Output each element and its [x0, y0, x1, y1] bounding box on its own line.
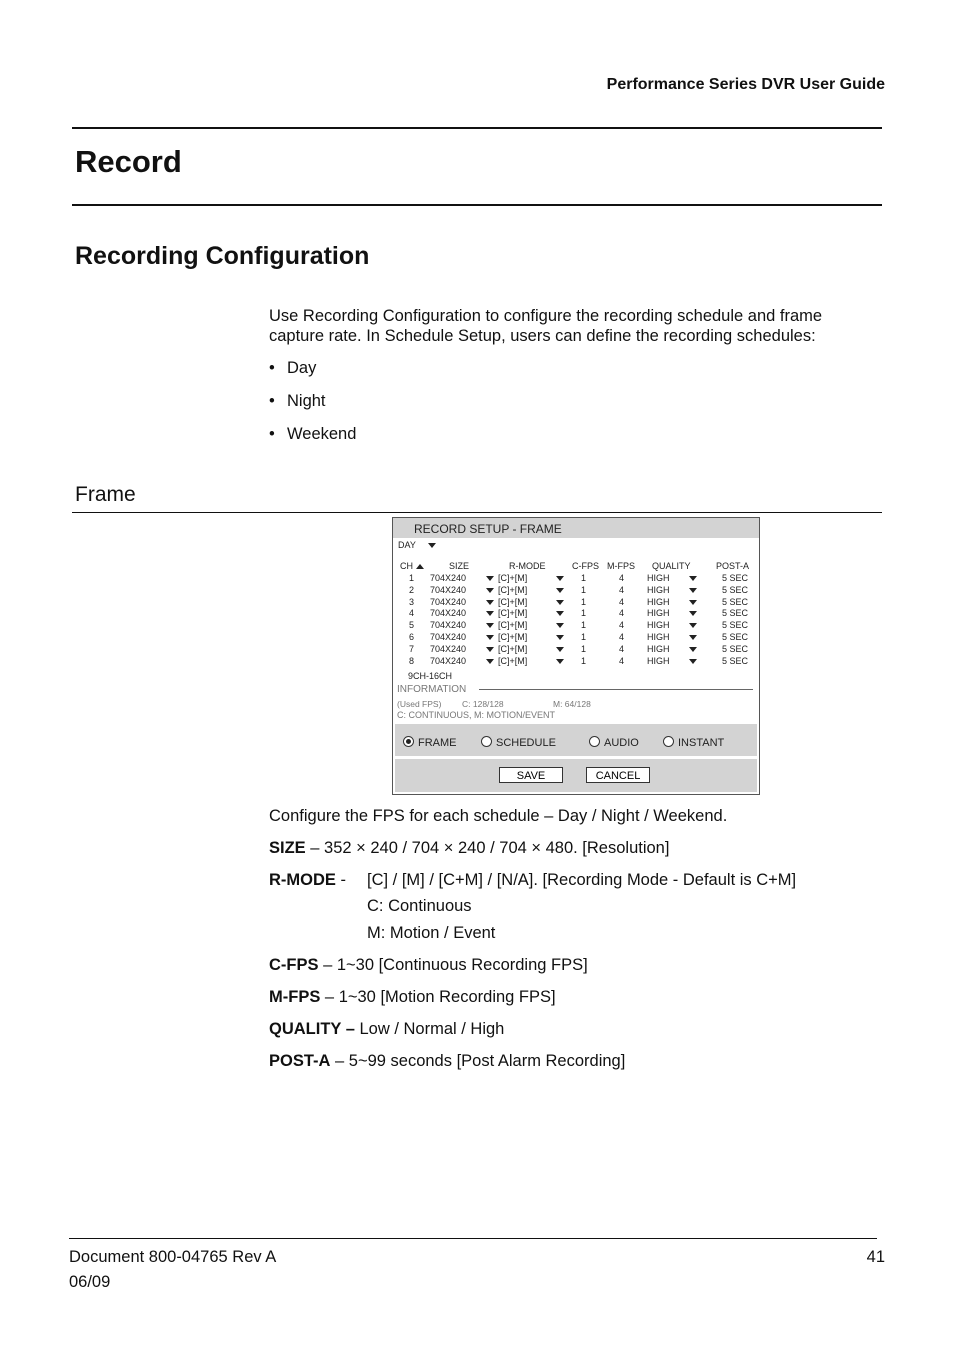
- tab-instant[interactable]: [663, 736, 724, 749]
- panel-titlebar: [393, 518, 759, 538]
- tab-label: SCHEDULE: [496, 737, 556, 749]
- quality-dropdown-icon[interactable]: [689, 659, 697, 664]
- size-dropdown-icon[interactable]: [486, 635, 494, 640]
- bullet-text: Night: [287, 392, 326, 410]
- col-size: SIZE: [449, 561, 470, 571]
- tab-schedule[interactable]: [481, 736, 556, 749]
- col-rmode: R-MODE: [509, 561, 546, 571]
- schedule-dropdown[interactable]: [398, 540, 436, 550]
- row-quality[interactable]: HIGH: [647, 655, 670, 666]
- row-cfps[interactable]: 1: [581, 573, 587, 583]
- table-row: [393, 608, 759, 620]
- bullet-day: • Day: [269, 359, 317, 377]
- def-posta: [269, 1052, 625, 1071]
- rmode-dropdown-icon[interactable]: [556, 611, 564, 616]
- col-mfps: M-FPS: [607, 561, 635, 571]
- info-divider: [479, 689, 753, 690]
- table-row: [393, 644, 759, 656]
- quality-dropdown-icon[interactable]: [689, 623, 697, 628]
- size-dropdown-icon[interactable]: [486, 647, 494, 652]
- row-mfps[interactable]: 4: [619, 596, 625, 607]
- footer-page-number: 41: [866, 1248, 885, 1266]
- top-rule: [72, 127, 882, 129]
- row-quality[interactable]: HIGH: [647, 632, 670, 642]
- quality-dropdown-icon[interactable]: [689, 576, 697, 581]
- row-mfps[interactable]: 4: [619, 608, 625, 619]
- def-rmode-term: [269, 871, 346, 890]
- footer-doc: Document 800-04765 Rev A: [69, 1248, 277, 1266]
- radio-icon: [589, 736, 600, 747]
- tab-frame[interactable]: [403, 736, 457, 749]
- row-mfps[interactable]: 4: [619, 573, 625, 583]
- row-posta[interactable]: 5 SEC: [722, 643, 749, 654]
- table-row: [393, 620, 759, 632]
- size-dropdown-icon[interactable]: [486, 623, 494, 628]
- row-size[interactable]: 704X240: [430, 632, 467, 642]
- cancel-button[interactable]: CANCEL: [586, 767, 650, 783]
- tab-label: AUDIO: [604, 737, 639, 749]
- row-size[interactable]: 704X240: [430, 596, 467, 607]
- table-row: [393, 632, 759, 644]
- title-rule: [72, 204, 882, 206]
- row-posta[interactable]: 5 SEC: [722, 584, 749, 595]
- row-cfps[interactable]: 1: [581, 596, 587, 607]
- row-size[interactable]: 704X240: [430, 573, 467, 583]
- col-posta: POST-A: [716, 561, 750, 571]
- panel-title: RECORD SETUP - FRAME: [414, 522, 562, 536]
- row-rmode[interactable]: [C]+[M]: [498, 584, 528, 595]
- col-label: CH: [400, 561, 413, 571]
- frame-rule: [72, 512, 882, 513]
- bullet-text: Day: [287, 359, 317, 377]
- def-text: – 1~30 [Motion Recording FPS]: [320, 988, 556, 1006]
- row-ch: 7: [409, 643, 415, 654]
- row-cfps[interactable]: 1: [581, 620, 587, 631]
- def-term: POST-A: [269, 1052, 331, 1070]
- bullet-weekend: • Weekend: [269, 425, 357, 443]
- rmode-dropdown-icon[interactable]: [556, 635, 564, 640]
- def-text: – 352 × 240 / 704 × 240 / 704 × 480. [Resolution]: [305, 839, 670, 857]
- table-row: [393, 597, 759, 609]
- quality-dropdown-icon[interactable]: [689, 611, 697, 616]
- row-rmode[interactable]: [C]+[M]: [498, 608, 528, 619]
- quality-dropdown-icon[interactable]: [689, 635, 697, 640]
- size-dropdown-icon[interactable]: [486, 576, 494, 581]
- def-quality: [269, 1020, 504, 1039]
- row-rmode[interactable]: [C]+[M]: [498, 655, 528, 666]
- def-term: R-MODE: [269, 871, 336, 889]
- row-rmode[interactable]: [C]+[M]: [498, 596, 528, 607]
- table-row: [393, 585, 759, 597]
- row-mfps[interactable]: 4: [619, 655, 625, 666]
- page-title: Record: [75, 144, 182, 179]
- rmode-dropdown-icon[interactable]: [556, 647, 564, 652]
- quality-dropdown-icon[interactable]: [689, 600, 697, 605]
- row-rmode[interactable]: [C]+[M]: [498, 620, 528, 631]
- col-cfps: C-FPS: [572, 561, 599, 571]
- save-button[interactable]: SAVE: [499, 767, 563, 783]
- def-size: [269, 839, 669, 858]
- size-dropdown-icon[interactable]: [486, 600, 494, 605]
- row-size[interactable]: 704X240: [430, 584, 467, 595]
- row-ch: 5: [409, 620, 415, 631]
- row-quality[interactable]: HIGH: [647, 620, 670, 631]
- row-cfps[interactable]: 1: [581, 632, 587, 642]
- row-cfps[interactable]: 1: [581, 608, 587, 619]
- row-quality[interactable]: HIGH: [647, 608, 670, 619]
- def-mfps: [269, 988, 556, 1007]
- row-quality[interactable]: HIGH: [647, 643, 670, 654]
- used-fps-label: (Used FPS): [397, 699, 442, 709]
- def-term: M-FPS: [269, 988, 321, 1006]
- tab-label: FRAME: [418, 737, 457, 749]
- bullet-text: Weekend: [287, 425, 357, 443]
- row-ch: 3: [409, 596, 415, 607]
- row-rmode[interactable]: [C]+[M]: [498, 573, 528, 583]
- sort-up-icon: [416, 564, 424, 569]
- row-size[interactable]: 704X240: [430, 643, 467, 654]
- col-quality: QUALITY: [652, 561, 691, 571]
- chevron-down-icon: [428, 543, 436, 548]
- rmode-dropdown-icon[interactable]: [556, 576, 564, 581]
- row-rmode[interactable]: [C]+[M]: [498, 632, 528, 642]
- tab-audio[interactable]: [589, 736, 639, 749]
- radio-icon: [481, 736, 492, 747]
- rmode-dropdown-icon[interactable]: [556, 623, 564, 628]
- row-mfps[interactable]: 4: [619, 584, 625, 595]
- def-text: – 1~30 [Continuous Recording FPS]: [318, 956, 588, 974]
- row-ch: 8: [409, 655, 415, 666]
- section-subtitle: Recording Configuration: [75, 242, 370, 270]
- radio-selected-icon: [403, 736, 414, 747]
- row-posta[interactable]: 5 SEC: [722, 608, 749, 619]
- col-ch[interactable]: [400, 561, 424, 571]
- size-dropdown-icon[interactable]: [486, 611, 494, 616]
- size-dropdown-icon[interactable]: [486, 588, 494, 593]
- quality-dropdown-icon[interactable]: [689, 588, 697, 593]
- row-cfps[interactable]: 1: [581, 655, 587, 666]
- row-posta[interactable]: 5 SEC: [722, 655, 749, 666]
- row-ch: 6: [409, 632, 415, 642]
- row-cfps[interactable]: 1: [581, 643, 587, 654]
- def-text: Low / Normal / High: [354, 1020, 505, 1038]
- button-bar: [395, 759, 757, 792]
- used-c: C: 128/128: [462, 699, 504, 709]
- channel-group[interactable]: 9CH-16CH: [408, 671, 453, 681]
- row-ch: 4: [409, 608, 415, 619]
- row-posta[interactable]: 5 SEC: [722, 632, 749, 642]
- rmode-dropdown-icon[interactable]: [556, 659, 564, 664]
- footer-rule: [69, 1238, 877, 1239]
- radio-icon: [663, 736, 674, 747]
- row-quality[interactable]: HIGH: [647, 584, 670, 595]
- guide-title: Performance Series DVR User Guide: [606, 76, 885, 93]
- table-row: [393, 656, 759, 668]
- record-setup-panel: [392, 517, 760, 795]
- def-rmode-text: [C] / [M] / [C+M] / [N/A]. [Recording Mode - Default is C+M]: [367, 871, 797, 889]
- def-term: C-FPS: [269, 956, 319, 974]
- row-mfps[interactable]: 4: [619, 620, 625, 631]
- quality-dropdown-icon[interactable]: [689, 647, 697, 652]
- rmode-dropdown-icon[interactable]: [556, 588, 564, 593]
- intro-line-2: capture rate. In Schedule Setup, users can define the recording schedules:: [269, 327, 816, 345]
- row-posta[interactable]: 5 SEC: [722, 596, 749, 607]
- row-ch: 1: [409, 573, 415, 583]
- row-mfps[interactable]: 4: [619, 632, 625, 642]
- used-m: M: 64/128: [553, 699, 591, 709]
- row-rmode[interactable]: [C]+[M]: [498, 643, 528, 654]
- tab-label: INSTANT: [678, 737, 725, 749]
- row-ch: 2: [409, 584, 415, 595]
- frame-heading: Frame: [75, 483, 136, 506]
- row-mfps[interactable]: 4: [619, 643, 625, 654]
- row-quality[interactable]: HIGH: [647, 573, 670, 583]
- def-cfps: [269, 956, 588, 975]
- def-rmode-c: C: Continuous: [367, 897, 472, 915]
- row-size[interactable]: 704X240: [430, 608, 467, 619]
- row-cfps[interactable]: 1: [581, 584, 587, 595]
- def-term: SIZE: [269, 839, 306, 857]
- row-size[interactable]: 704X240: [430, 655, 467, 666]
- tab-bar: [395, 724, 757, 756]
- row-posta[interactable]: 5 SEC: [722, 620, 749, 631]
- def-text: – 5~99 seconds [Post Alarm Recording]: [330, 1052, 626, 1070]
- footer-date: 06/09: [69, 1273, 111, 1291]
- def-sep: -: [335, 871, 347, 889]
- bullet-night: • Night: [269, 392, 326, 410]
- rmode-dropdown-icon[interactable]: [556, 600, 564, 605]
- mode-legend: C: CONTINUOUS, M: MOTION/EVENT: [397, 710, 556, 720]
- row-posta[interactable]: 5 SEC: [722, 573, 749, 583]
- def-rmode-m: M: Motion / Event: [367, 924, 496, 942]
- intro-line-1: Use Recording Configuration to configure the recording schedule and frame: [269, 307, 823, 325]
- table-row: [393, 573, 759, 585]
- size-dropdown-icon[interactable]: [486, 659, 494, 664]
- row-quality[interactable]: HIGH: [647, 596, 670, 607]
- def-term: QUALITY –: [269, 1020, 355, 1038]
- schedule-value: DAY: [398, 540, 416, 550]
- frame-description: Configure the FPS for each schedule – Day / Night / Weekend.: [269, 807, 728, 825]
- row-size[interactable]: 704X240: [430, 620, 467, 631]
- info-label: INFORMATION: [397, 684, 467, 695]
